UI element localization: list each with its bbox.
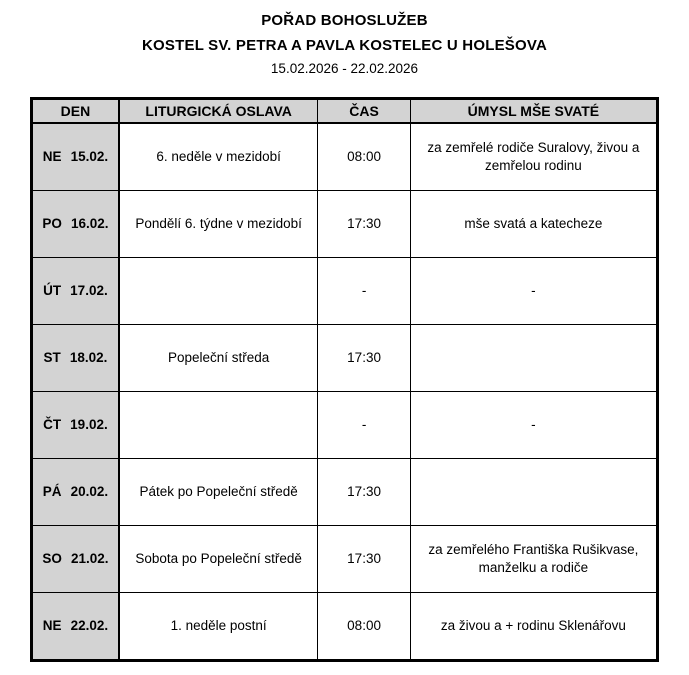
day-date: 16.02.: [70, 215, 109, 231]
day-cell: [32, 258, 119, 325]
day-abbreviation: PO: [42, 215, 62, 231]
celebration-cell: [119, 258, 318, 325]
time-cell: 17:30: [318, 459, 410, 526]
day-cell: [32, 191, 119, 258]
table-row: [32, 325, 658, 392]
column-header-day: DEN: [32, 99, 119, 124]
day-abbreviation: ST: [43, 349, 61, 365]
day-date: 21.02.: [70, 550, 109, 566]
day-cell-inner: [35, 215, 116, 233]
day-abbreviation: SO: [42, 550, 62, 566]
document-subtitle: KOSTEL SV. PETRA A PAVLA KOSTELEC U HOLEŠOVA: [142, 37, 547, 54]
table-header-row: [32, 99, 658, 124]
day-cell-inner: [35, 416, 116, 434]
intention-cell: [410, 325, 657, 392]
day-cell: [32, 325, 119, 392]
table-row: [32, 392, 658, 459]
time-cell: -: [318, 392, 410, 459]
day-date: 20.02.: [70, 483, 109, 499]
day-cell: [32, 593, 119, 661]
time-cell: 08:00: [318, 593, 410, 661]
day-date: 15.02.: [70, 148, 109, 164]
table-row: [32, 191, 658, 258]
table-row: [32, 526, 658, 593]
day-cell: [32, 526, 119, 593]
table-row: [32, 459, 658, 526]
day-date: 19.02.: [70, 416, 108, 432]
celebration-cell: Popeleční středa: [119, 325, 318, 392]
table-body: [32, 123, 658, 661]
table-row: [32, 258, 658, 325]
celebration-cell: Pátek po Popeleční středě: [119, 459, 318, 526]
time-cell: 08:00: [318, 123, 410, 191]
day-cell-inner: [35, 617, 116, 635]
day-date: 17.02.: [70, 282, 108, 298]
celebration-cell: 1. neděle postní: [119, 593, 318, 661]
intention-cell: mše svatá a katecheze: [410, 191, 657, 258]
table-row: [32, 123, 658, 191]
day-date: 22.02.: [70, 617, 109, 633]
document-title: POŘAD BOHOSLUŽEB: [261, 12, 428, 29]
date-range: 15.02.2026 - 22.02.2026: [270, 61, 419, 76]
celebration-cell: 6. neděle v mezidobí: [119, 123, 318, 191]
day-cell-inner: [35, 349, 116, 367]
celebration-cell: Sobota po Popeleční středě: [119, 526, 318, 593]
time-cell: 17:30: [318, 191, 410, 258]
day-abbreviation: ÚT: [43, 282, 62, 298]
celebration-cell: Pondělí 6. týdne v mezidobí: [119, 191, 318, 258]
intention-cell: -: [410, 392, 657, 459]
schedule-table: [30, 97, 659, 662]
time-cell: 17:30: [318, 526, 410, 593]
day-abbreviation: NE: [42, 148, 62, 164]
day-abbreviation: NE: [42, 617, 62, 633]
column-header-celebration: LITURGICKÁ OSLAVA: [119, 99, 318, 124]
day-cell-inner: [35, 148, 116, 166]
day-cell: [32, 392, 119, 459]
intention-cell: za zemřelého Františka Rušikvase, manželku a rodiče: [410, 526, 657, 593]
time-cell: 17:30: [318, 325, 410, 392]
column-header-intention: ÚMYSL MŠE SVATÉ: [410, 99, 657, 124]
day-cell: [32, 459, 119, 526]
intention-cell: [410, 459, 657, 526]
time-cell: -: [318, 258, 410, 325]
day-cell-inner: [35, 483, 116, 501]
table-row: [32, 593, 658, 661]
celebration-cell: [119, 392, 318, 459]
intention-cell: -: [410, 258, 657, 325]
day-cell-inner: [35, 282, 116, 300]
intention-cell: za zemřelé rodiče Suralovy, živou a zemřelou rodinu: [410, 123, 657, 191]
day-date: 18.02.: [69, 349, 108, 365]
intention-cell: za živou a + rodinu Sklenářovu: [410, 593, 657, 661]
day-abbreviation: PÁ: [42, 483, 62, 499]
column-header-time: ČAS: [318, 99, 410, 124]
day-cell: [32, 123, 119, 191]
day-cell-inner: [35, 550, 116, 568]
day-abbreviation: ČT: [43, 416, 62, 432]
